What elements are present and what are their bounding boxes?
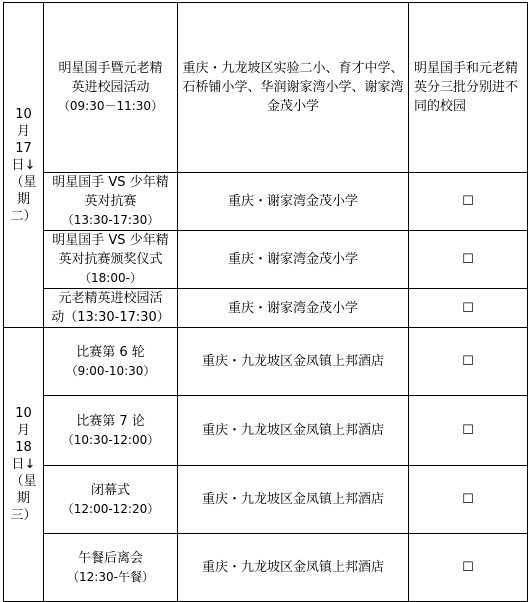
- checkbox-icon: ☐: [462, 560, 474, 575]
- event-cell: [44, 466, 178, 534]
- location-text: 重庆・九龙坡区金凤镇上邦酒店: [201, 354, 384, 369]
- date-line: 17: [15, 140, 32, 156]
- location-text: 重庆・九龙坡区金凤镇上邦酒店: [201, 560, 384, 575]
- event-time: （9:00-10:30）: [65, 363, 156, 378]
- event-cell: [44, 289, 178, 328]
- event-line: 午餐后离会: [77, 550, 143, 566]
- location-text: 重庆・谢家湾金茂小学: [227, 252, 358, 267]
- date-cell: [4, 3, 44, 328]
- checkbox-icon: ☐: [462, 252, 474, 267]
- date-line: 月: [16, 423, 30, 438]
- note-cell: [409, 396, 528, 466]
- event-line: 闭幕式: [90, 482, 130, 498]
- checkbox-icon: ☐: [462, 300, 474, 316]
- location-text: 重庆・九龙坡区金凤镇上邦酒店: [201, 492, 384, 507]
- note-text: 明星国手和元老精英分三批分别进不同的校园: [414, 61, 519, 114]
- event-time: （13:30-17:30）: [61, 213, 160, 227]
- date-line: （星: [10, 174, 37, 190]
- date-line: 18: [15, 440, 32, 455]
- location-cell: [178, 466, 409, 534]
- table-row: [4, 231, 528, 289]
- event-cell: [44, 328, 178, 396]
- note-cell: [409, 328, 528, 396]
- note-cell: [409, 173, 528, 231]
- location-text: 重庆・谢家湾金茂小学: [227, 194, 358, 209]
- date-line: 10: [15, 406, 32, 421]
- schedule-table: [3, 2, 528, 602]
- location-cell: [178, 396, 409, 466]
- event-line: 明星国手 VS 少年精: [52, 175, 169, 190]
- checkbox-icon: ☐: [462, 194, 474, 209]
- event-line: 英进校园活动: [71, 80, 150, 95]
- location-cell: [178, 534, 409, 602]
- date-line: 日↓: [11, 457, 36, 472]
- checkbox-icon: ☐: [462, 354, 474, 369]
- table-row: [4, 289, 528, 328]
- event-line: 英对抗赛颁奖仪式: [58, 252, 163, 267]
- note-cell: [409, 3, 528, 173]
- event-time: （12:00-12:20）: [61, 501, 160, 516]
- location-text: 重庆・九龙坡区金凤镇上邦酒店: [201, 423, 384, 438]
- table-row: [4, 396, 528, 466]
- event-line: 明星国手 VS 少年精: [52, 233, 169, 248]
- event-cell: [44, 173, 178, 231]
- date-line: （星: [10, 474, 37, 489]
- location-cell: [178, 328, 409, 396]
- table-row: [4, 534, 528, 602]
- table-row: [4, 328, 528, 396]
- event-time: （10:30-12:00）: [61, 432, 160, 447]
- date-line: 期: [16, 491, 30, 506]
- date-line: 日↓: [11, 157, 36, 173]
- event-line: 元老精英进校园活: [58, 291, 163, 306]
- location-text: 重庆・九龙坡区实验二小、育才中学、石桥铺小学、华润谢家湾小学、谢家湾金茂小学: [182, 61, 404, 114]
- event-cell: [44, 231, 178, 289]
- checkbox-icon: ☐: [462, 423, 474, 438]
- location-cell: [178, 173, 409, 231]
- event-cell: [44, 534, 178, 602]
- event-time: （12:30-午餐）: [67, 569, 154, 584]
- date-line: 三）: [10, 508, 37, 523]
- table-row: [4, 466, 528, 534]
- location-cell: [178, 231, 409, 289]
- event-time: （09:30－11:30）: [57, 99, 164, 113]
- event-time: （18:00-）: [79, 271, 142, 285]
- table-row: [4, 3, 528, 173]
- note-cell: [409, 534, 528, 602]
- location-cell: [178, 289, 409, 328]
- event-line: 英对抗赛: [84, 194, 137, 209]
- date-cell: [4, 328, 44, 602]
- checkbox-icon: ☐: [462, 492, 474, 507]
- event-line: 明星国手暨元老精: [58, 61, 163, 76]
- location-cell: [178, 3, 409, 173]
- note-cell: [409, 466, 528, 534]
- event-line: 比赛第 7 论: [76, 413, 145, 429]
- note-cell: [409, 289, 528, 328]
- date-line: 月: [16, 123, 30, 139]
- note-cell: [409, 231, 528, 289]
- date-line: 10: [15, 106, 32, 122]
- event-line: 比赛第 6 轮: [76, 344, 145, 360]
- location-text: 重庆・谢家湾金茂小学: [227, 300, 358, 316]
- event-cell: [44, 3, 178, 173]
- table-row: [4, 173, 528, 231]
- date-line: 二）: [10, 208, 37, 224]
- event-cell: [44, 396, 178, 466]
- event-line: 动（13:30-17:30）: [51, 310, 170, 325]
- date-line: 期: [16, 191, 30, 207]
